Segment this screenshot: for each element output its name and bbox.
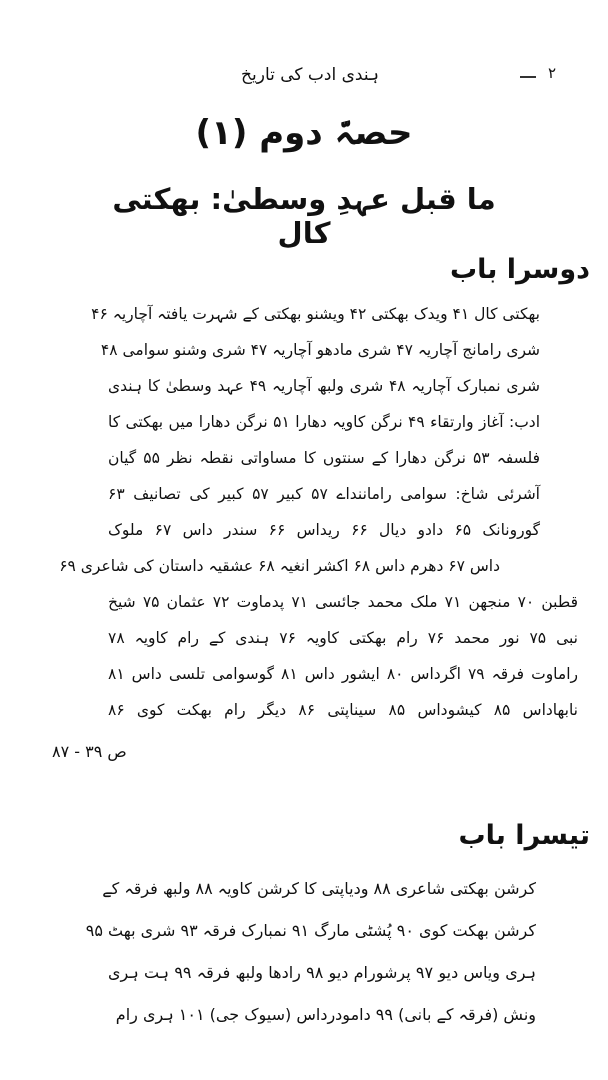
toc-line: آشرئی شاخ: سوامی راماننداے ۵۷ کبیر ۵۷ کبیر کی تصانیف ۶۳ xyxy=(108,485,540,503)
chapter-2-page-range: ص ۳۹ - ۸۷ xyxy=(52,742,127,761)
page-mark xyxy=(520,76,536,78)
toc-line: ونش (فرقہ کے بانی) ۹۹ دامودرداس (سیوک جی) ۱۰۱ ہری رام xyxy=(115,1005,536,1024)
part-title: حصہّ دوم (۱) xyxy=(195,113,413,153)
toc-line: شری نمبارک آچاریہ ۴۸ شری ولبھ آچاریہ ۴۹ عہد وسطیٰ کا ہندی xyxy=(108,377,540,395)
toc-line: شری رامانج آچاریہ ۴۷ شری مادھو آچاریہ ۴۷ شری وشنو سوامی ۴۸ xyxy=(100,341,540,359)
toc-line: راماوت فرقہ ۷۹ اگرداس ۸۰ ایشور داس ۸۱ گوسوامی تلسی داس ۸۱ xyxy=(108,665,578,683)
section-title: ما قبل عہدِ وسطیٰ: بھکتی کال xyxy=(112,182,496,250)
toc-line: قطبن ۷۰ منجھن ۷۱ ملک محمد جائسی ۷۱ پدماوت ۷۲ عثمان ۷۵ شیخ xyxy=(108,593,578,611)
toc-line: نابھاداس ۸۵ کیشوداس ۸۵ سیناپتی ۸۶ دیگر رام بھکت کوی ۸۶ xyxy=(108,701,578,719)
toc-line: داس ۶۷ دھرم داس ۶۸ اکشر انغیہ ۶۸ عشقیہ داستان کی شاعری ۶۹ xyxy=(59,557,500,575)
running-header-title: ہندی ادب کی تاریخ xyxy=(241,65,379,85)
toc-line: بھکتی کال ۴۱ ویدک بھکتی ۴۲ ویشنو بھکتی کے شہرت یافتہ آچاریہ ۴۶ xyxy=(91,305,540,323)
chapter-3-heading: تیسرا باب xyxy=(458,820,590,851)
toc-line: نبی ۷۵ نور محمد ۷۶ رام بھکتی کاویہ ۷۶ ہندی کے رام کاویہ ۷۸ xyxy=(108,629,578,647)
toc-line: گورونانک ۶۵ دادو دیال ۶۶ ریداس ۶۶ سندر داس ۶۷ ملوک xyxy=(108,521,540,539)
toc-line: فلسفہ ۵۳ نرگن دھارا کے سنتوں کا مساواتی نقطہ نظر ۵۵ گیان xyxy=(108,449,541,467)
toc-line: کرشن بھکت کوی ۹۰ پُشٹی مارگ ۹۱ نمبارک فرقہ ۹۳ شری بھٹ ۹۵ xyxy=(85,921,536,940)
page-number: ۲ xyxy=(548,64,557,82)
toc-line: ہری ویاس دیو ۹۷ پرشورام دیو ۹۸ رادھا ولبھ فرقہ ۹۹ ہت ہری xyxy=(108,963,536,982)
toc-line: کرشن بھکتی شاعری ۸۸ ودیاپتی کا کرشن کاویہ ۸۸ ولبھ فرقہ کے xyxy=(102,879,536,898)
chapter-2-contents xyxy=(59,296,578,728)
toc-line: ادب: آغاز وارتقاء ۴۹ نرگن کاویہ دھارا ۵۱ نرگن دھارا میں بھکتی کا xyxy=(108,413,540,431)
chapter-3-contents xyxy=(85,868,536,1036)
chapter-2-heading: دوسرا باب xyxy=(449,254,590,285)
